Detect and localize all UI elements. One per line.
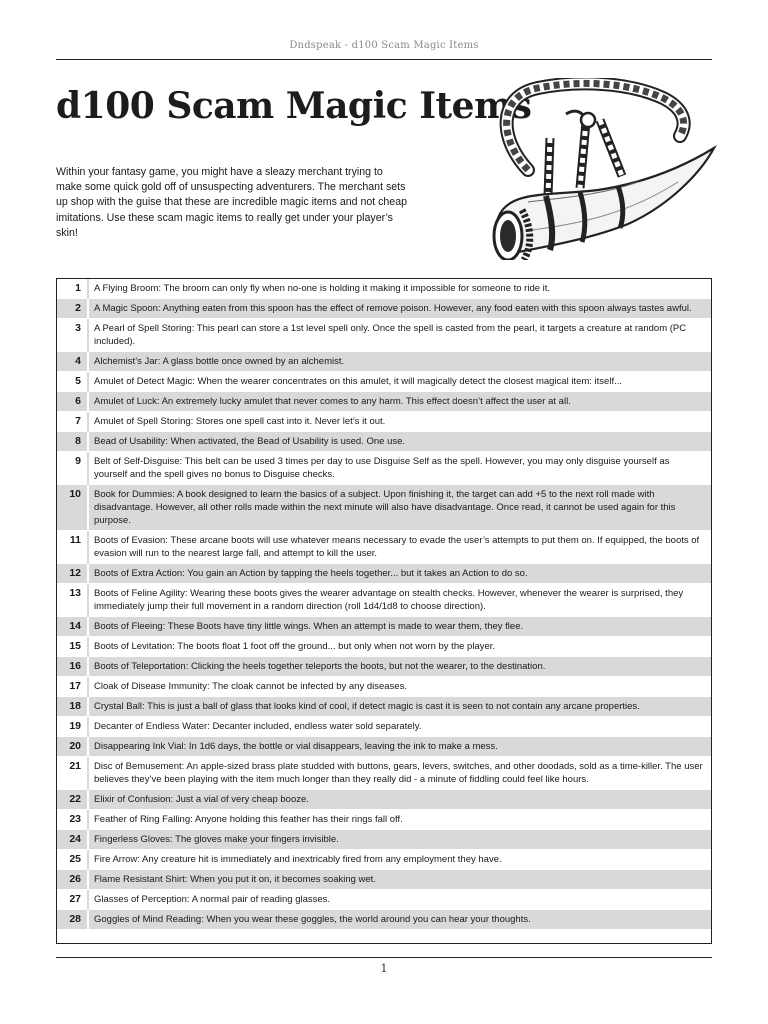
item-number: 27 (57, 890, 88, 910)
item-number: 9 (57, 452, 88, 485)
table-row (57, 432, 711, 452)
table-row (57, 757, 711, 790)
item-description: Flame Resistant Shirt: When you put it on, it becomes soaking wet. (88, 870, 711, 890)
item-number: 6 (57, 392, 88, 412)
table-row (57, 677, 711, 697)
item-number: 26 (57, 870, 88, 890)
item-description: Amulet of Spell Storing: Stores one spell cast into it. Never let’s it out. (88, 412, 711, 432)
table-row (57, 279, 711, 299)
table-row (57, 319, 711, 352)
item-description: Disc of Bemusement: An apple-sized brass plate studded with buttons, gears, levers, switches, and other doodads, sold as a time-killer. The user believes they’ve been playing with the item much longer than they really did - a minute of fiddling could feel like hours. (88, 757, 711, 790)
bottom-rule (56, 957, 712, 958)
table-row (57, 372, 711, 392)
item-description: Boots of Feline Agility: Wearing these boots gives the wearer advantage on stealth checks. However, whenever the wearer is surprised, they immediately jump their full movement in a random direction (roll 1d4/1d8 to choose direction). (88, 584, 711, 617)
item-description: Fingerless Gloves: The gloves make your fingers invisible. (88, 830, 711, 850)
table-row (57, 830, 711, 850)
scam-items-table (56, 278, 712, 944)
item-number: 25 (57, 850, 88, 870)
table-row (57, 910, 711, 930)
item-description: Feather of Ring Falling: Anyone holding this feather has their rings fall off. (88, 810, 711, 830)
item-description: Goggles of Mind Reading: When you wear these goggles, the world around you can hear your thoughts. (88, 910, 711, 930)
item-number: 2 (57, 299, 88, 319)
item-number: 21 (57, 757, 88, 790)
item-description: Bead of Usability: When activated, the Bead of Usability is used. One use. (88, 432, 711, 452)
intro-paragraph: Within your fantasy game, you might have a sleazy merchant trying to make some quick gold off of unsuspecting adventurers. The merchant sets up shop with the guise that these are incredible magic items and not cheap imitations. Use these scam magic items to really get under your player’s skin! (56, 166, 407, 239)
table-row (57, 850, 711, 870)
item-description: Amulet of Detect Magic: When the wearer concentrates on this amulet, it will magically detect the closest magical item: itself... (88, 372, 711, 392)
item-description: Decanter of Endless Water: Decanter included, endless water sold separately. (88, 717, 711, 737)
table-row (57, 890, 711, 910)
table-row (57, 870, 711, 890)
item-number: 23 (57, 810, 88, 830)
item-number: 5 (57, 372, 88, 392)
table-row (57, 657, 711, 677)
item-description: Alchemist’s Jar: A glass bottle once owned by an alchemist. (88, 352, 711, 372)
item-number: 13 (57, 584, 88, 617)
table-row (57, 412, 711, 432)
item-number: 15 (57, 637, 88, 657)
item-number: 10 (57, 485, 88, 531)
item-number: 19 (57, 717, 88, 737)
item-description: Boots of Extra Action: You gain an Action by tapping the heels together... but it takes an Action to do so. (88, 564, 711, 584)
running-head: Dndspeak - d100 Scam Magic Items (289, 40, 479, 51)
table-row (57, 564, 711, 584)
table-row (57, 617, 711, 637)
drinking-horn-illustration (488, 78, 718, 260)
item-number: 24 (57, 830, 88, 850)
item-number: 11 (57, 531, 88, 564)
item-description: Book for Dummies: A book designed to learn the basics of a subject. Upon finishing it, the target can add +5 to the next roll made with disadvantage. However, all other rolls made within the next minute will also have disadvantage. Once read, it cannot be used again for this purpose. (88, 485, 711, 531)
item-number: 22 (57, 790, 88, 810)
item-number: 16 (57, 657, 88, 677)
item-number: 4 (57, 352, 88, 372)
table-row (57, 531, 711, 564)
item-description: Boots of Teleportation: Clicking the heels together teleports the boots, but not the wearer, to the destination. (88, 657, 711, 677)
item-description: Boots of Levitation: The boots float 1 foot off the ground... but only when not worn by the player. (88, 637, 711, 657)
item-number: 8 (57, 432, 88, 452)
table-row (57, 717, 711, 737)
table-row (57, 452, 711, 485)
item-description: A Pearl of Spell Storing: This pearl can store a 1st level spell only. Once the spell is casted from the pearl, it targets a creature at random (PC included). (88, 319, 711, 352)
item-description: Boots of Fleeing: These Boots have tiny little wings. When an attempt is made to wear them, they flee. (88, 617, 711, 637)
item-number: 1 (57, 279, 88, 299)
item-number: 14 (57, 617, 88, 637)
item-description: Crystal Ball: This is just a ball of glass that looks kind of cool, if detect magic is cast it is seen to not contain any arcane properties. (88, 697, 711, 717)
top-rule (56, 59, 712, 60)
table-row (57, 485, 711, 531)
table-row (57, 299, 711, 319)
item-description: Amulet of Luck: An extremely lucky amulet that never comes to any harm. This effect doesn’t affect the user at all. (88, 392, 711, 412)
table-row (57, 697, 711, 717)
table-row (57, 392, 711, 412)
item-number: 18 (57, 697, 88, 717)
table-row (57, 584, 711, 617)
item-description: Cloak of Disease Immunity: The cloak cannot be infected by any diseases. (88, 677, 711, 697)
item-description: Elixir of Confusion: Just a vial of very cheap booze. (88, 790, 711, 810)
item-description: Fire Arrow: Any creature hit is immediately and inextricably fired from any employment they have. (88, 850, 711, 870)
page-number: 1 (380, 962, 388, 975)
item-number: 28 (57, 910, 88, 930)
item-number: 3 (57, 319, 88, 352)
page-title: d100 Scam Magic Items (56, 85, 532, 127)
item-number: 12 (57, 564, 88, 584)
item-number: 20 (57, 737, 88, 757)
item-description: Boots of Evasion: These arcane boots will use whatever means necessary to evade the user’s attempts to put them on. If equipped, the boots of evasion will run to the nearest large fall, and attempt to kill the user. (88, 531, 711, 564)
item-description: Belt of Self-Disguise: This belt can be used 3 times per day to use Disguise Self as the spell. However, you may only disguise yourself as yourself and the spell gives no bonus to Disguise checks. (88, 452, 711, 485)
table-row (57, 810, 711, 830)
item-number: 17 (57, 677, 88, 697)
table-row (57, 737, 711, 757)
item-description: A Magic Spoon: Anything eaten from this spoon has the effect of remove poison. However, any food eaten with this spoon always tastes awful. (88, 299, 711, 319)
table-row (57, 790, 711, 810)
table-row (57, 637, 711, 657)
table-row (57, 352, 711, 372)
item-description: Disappearing Ink Vial: In 1d6 days, the bottle or vial disappears, leaving the ink to make a mess. (88, 737, 711, 757)
item-description: Glasses of Perception: A normal pair of reading glasses. (88, 890, 711, 910)
item-description: A Flying Broom: The broom can only fly when no-one is holding it making it impossible for someone to ride it. (88, 279, 711, 299)
item-number: 7 (57, 412, 88, 432)
